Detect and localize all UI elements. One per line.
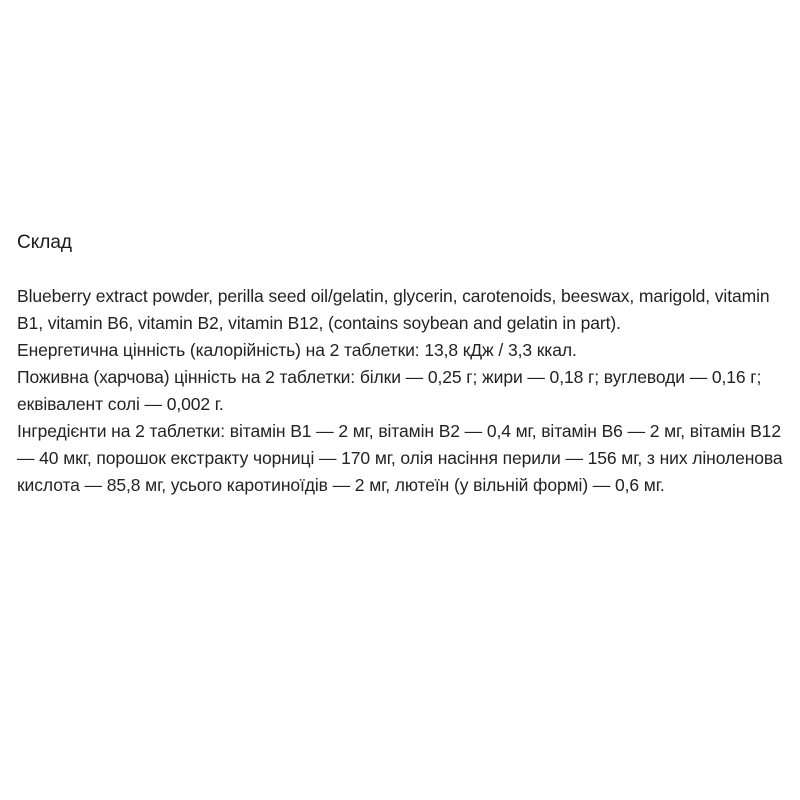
nutritional-value: Поживна (харчова) цінність на 2 таблетки: білки — 0,25 г; жири — 0,18 г; вуглеводи — 0,16 г; еквівалент солі — 0,002 г. [17, 367, 762, 414]
ingredients-english: Blueberry extract powder, perilla seed oil/gelatin, glycerin, carotenoids, beeswax, marigold, vitamin B1, vitamin B6, vitamin B2, vitamin B12, (contains soybean and gelatin in part). [17, 286, 770, 333]
energy-value: Енергетична цінність (калорійність) на 2 таблетки: 13,8 кДж / 3,3 ккал. [17, 340, 577, 360]
ingredients-per-dose: Інгредієнти на 2 таблетки: вітамін B1 — 2 мг, вітамін B2 — 0,4 мг, вітамін B6 — 2 мг, вітамін B12 — 40 мкг, порошок екстракту чорниці — 170 мг, олія насіння перили — 156 мг, з них ліноленова кислота — 85,8 мг, усього каротиноїдів — 2 мг, лютеїн (у вільній формі) — 0,6 мг. [17, 421, 783, 495]
section-title: Склад [17, 232, 72, 253]
composition-section [17, 230, 797, 499]
